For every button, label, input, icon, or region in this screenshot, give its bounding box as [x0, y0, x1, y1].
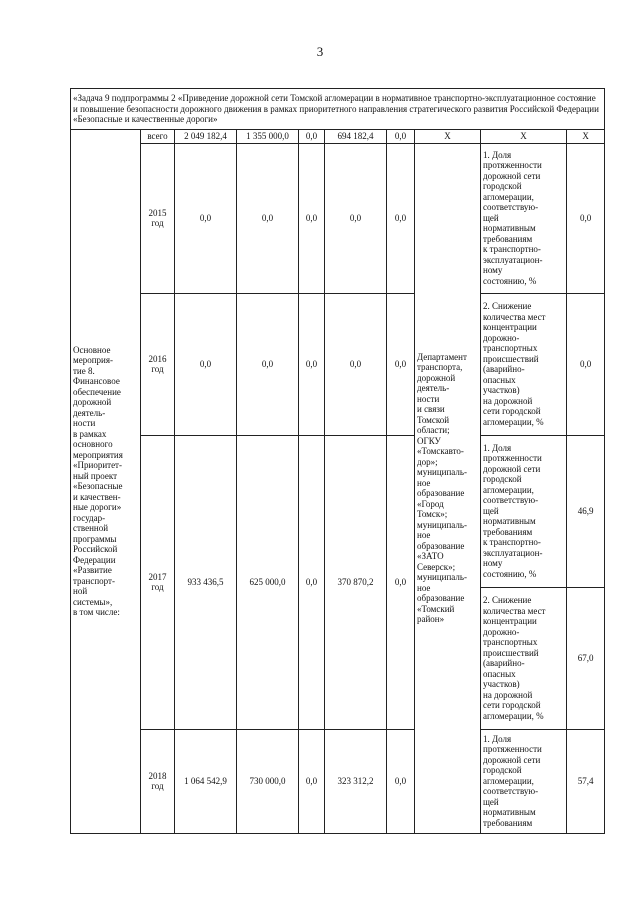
y2015-total: 0,0 [175, 143, 237, 293]
indicator-2018a-value: 57,4 [567, 729, 605, 833]
table-header-row [71, 89, 605, 130]
y2016-regional: 0,0 [299, 293, 325, 435]
indicator-2016-value: 0,0 [567, 293, 605, 435]
y2018-total: 1 064 542,9 [175, 729, 237, 833]
total-other: 0,0 [387, 130, 415, 144]
row-label-total: всего [141, 130, 175, 144]
year-2015: 2015 год [141, 143, 175, 293]
indicator-2016: 2. Снижение количества мест концентрации дорожно- транспортных происшествий (аварийно- опасных участков) на дорожной сети городской агломерации, % [481, 293, 567, 435]
total-local: 694 182,4 [325, 130, 387, 144]
y2015-federal: 0,0 [237, 143, 299, 293]
total-regional: 0,0 [299, 130, 325, 144]
indicator-2018a: 1. Доля протяженности дорожной сети городской агломерации, соответствую- щей нормативным требованиям [481, 729, 567, 833]
indicator-2017b-value: 67,0 [567, 587, 605, 729]
executor: Департамент транспорта, дорожной деятель- ности и связи Томской области; ОГКУ «Томскавто- дор»; муниципаль- ное образование «Город Томск»; муниципаль- ное образование «ЗАТО Северск»; муниципаль- ное образование «Томский район» [415, 143, 481, 833]
measure-name: Основное мероприя- тие 8. Финансовое обеспечение дорожной деятель- ности в рамках основного мероприятия «Приоритет- ный проект «Безопасные и качествен- ные дороги» государ- ственной программы Российской Федерации «Развитие транспорт- ной системы», в том числе: [71, 130, 141, 834]
total-indicator: Х [415, 130, 481, 144]
total-sum: 2 049 182,4 [175, 130, 237, 144]
y2017-regional: 0,0 [299, 435, 325, 729]
y2017-federal: 625 000,0 [237, 435, 299, 729]
y2016-federal: 0,0 [237, 293, 299, 435]
program-table [70, 88, 605, 834]
y2016-local: 0,0 [325, 293, 387, 435]
indicator-2015-value: 0,0 [567, 143, 605, 293]
y2016-total: 0,0 [175, 293, 237, 435]
y2018-other: 0,0 [387, 729, 415, 833]
total-value-x: Х [567, 130, 605, 144]
total-value: Х [481, 130, 567, 144]
table-row-total [71, 130, 605, 144]
y2016-other: 0,0 [387, 293, 415, 435]
year-2018: 2018 год [141, 729, 175, 833]
y2017-other: 0,0 [387, 435, 415, 729]
y2015-local: 0,0 [325, 143, 387, 293]
task-header: «Задача 9 подпрограммы 2 «Приведение дорожной сети Томской агломерации в нормативное транспортно-эксплуатационное состояние и повышение безопасности дорожного движения в рамках приоритетного направления стратегического развития Российской Федерации «Безопасные и качественные дороги» [71, 89, 605, 130]
indicator-2017a: 1. Доля протяженности дорожной сети городской агломерации, соответствую- щей нормативным требованиям к транспортно- эксплуатацион- ному состоянию, % [481, 435, 567, 587]
indicator-2017a-value: 46,9 [567, 435, 605, 587]
y2015-other: 0,0 [387, 143, 415, 293]
y2018-regional: 0,0 [299, 729, 325, 833]
year-2017: 2017 год [141, 435, 175, 729]
y2017-total: 933 436,5 [175, 435, 237, 729]
table-row-2018 [71, 729, 605, 833]
table-row-2017a [71, 435, 605, 587]
y2018-local: 323 312,2 [325, 729, 387, 833]
table-row-2015 [71, 143, 605, 293]
y2018-federal: 730 000,0 [237, 729, 299, 833]
total-federal: 1 355 000,0 [237, 130, 299, 144]
year-2016: 2016 год [141, 293, 175, 435]
indicator-2017b: 2. Снижение количества мест концентрации дорожно- транспортных происшествий (аварийно- опасных участков) на дорожной сети городской агломерации, % [481, 587, 567, 729]
indicator-2015: 1. Доля протяженности дорожной сети городской агломерации, соответствую- щей нормативным требованиям к транспортно- эксплуатацион- ному состоянию, % [481, 143, 567, 293]
y2017-local: 370 870,2 [325, 435, 387, 729]
table-row-2016 [71, 293, 605, 435]
y2015-regional: 0,0 [299, 143, 325, 293]
page-number: 3 [316, 44, 324, 59]
